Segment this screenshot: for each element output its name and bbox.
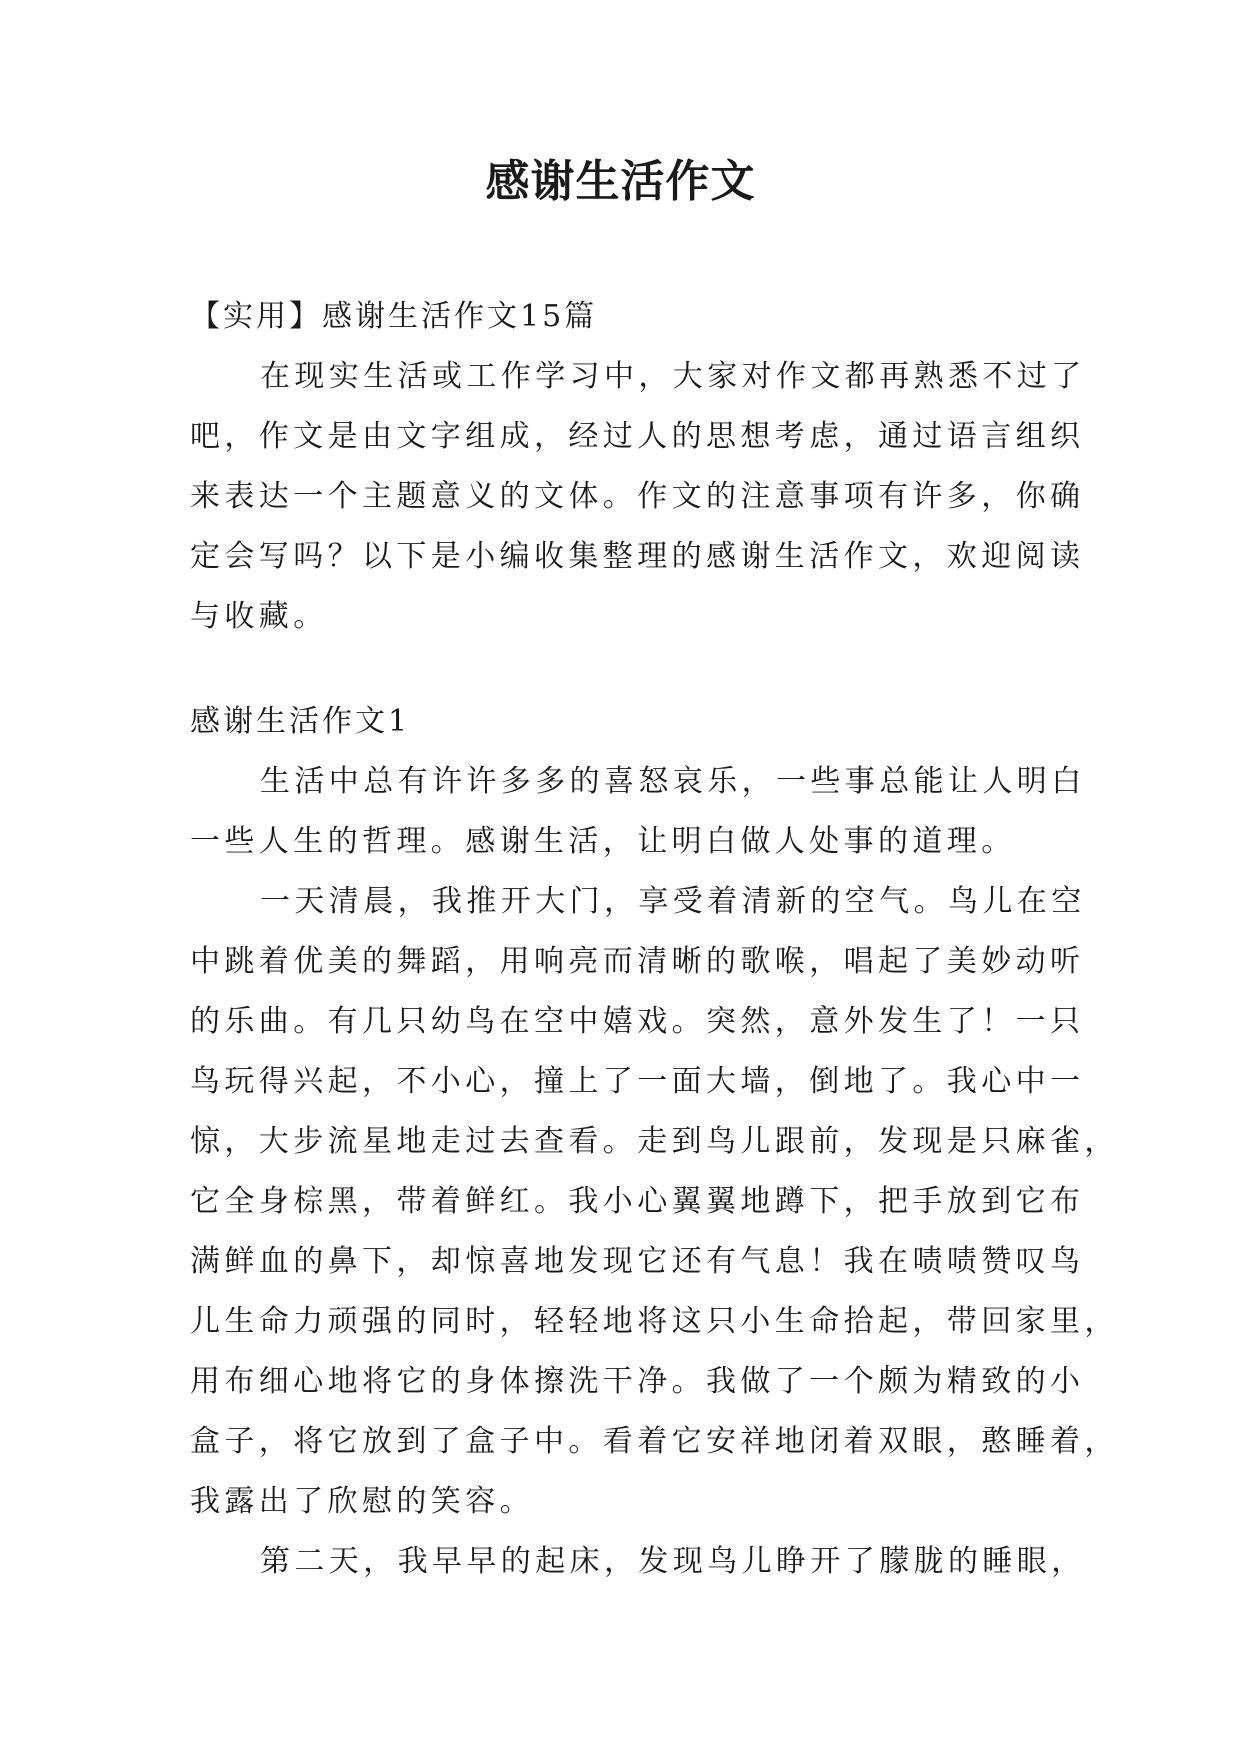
paragraph-1 bbox=[190, 752, 1086, 872]
paragraph-line: 一些人生的哲理。感谢生活，让明白做人处事的道理。 bbox=[190, 824, 1016, 859]
paragraph-line: 第二天，我早早的起床，发现鸟儿睁开了朦胧的睡眼， bbox=[260, 1544, 1086, 1579]
document-title: 感谢生活作文 bbox=[485, 156, 756, 207]
section-heading: 感谢生活作文1 bbox=[190, 704, 411, 739]
paragraph-line: 惊，大步流星地走过去查看。走到鸟儿跟前，发现是只麻雀， bbox=[190, 1124, 1119, 1159]
paragraph-line: 一天清晨，我推开大门，享受着清新的空气。鸟儿在空 bbox=[260, 884, 1086, 919]
document-body bbox=[190, 287, 1119, 1592]
paragraph-line: 中跳着优美的舞蹈，用响亮而清晰的歌喉，唱起了美妙动听 bbox=[190, 944, 1085, 979]
paragraph-line: 的乐曲。有几只幼鸟在空中嬉戏。突然，意外发生了！一只 bbox=[190, 1004, 1085, 1039]
subtitle: 【实用】感谢生活作文15篇 bbox=[190, 299, 598, 334]
intro-line: 与收藏。 bbox=[190, 599, 328, 634]
intro-line: 来表达一个主题意义的文体。作文的注意事项有许多，你确 bbox=[190, 479, 1085, 514]
intro-line: 在现实生活或工作学习中，大家对作文都再熟悉不过了 bbox=[260, 359, 1086, 394]
intro-line: 定会写吗？以下是小编收集整理的感谢生活作文，欢迎阅读 bbox=[190, 539, 1085, 574]
paragraph-line: 儿生命力顽强的同时，轻轻地将这只小生命拾起，带回家里， bbox=[190, 1304, 1119, 1339]
intro-paragraph bbox=[190, 347, 1086, 647]
intro-line: 吧，作文是由文字组成，经过人的思想考虑，通过语言组织 bbox=[190, 419, 1085, 454]
paragraph-line: 用布细心地将它的身体擦洗干净。我做了一个颇为精致的小 bbox=[190, 1364, 1085, 1399]
section-spacer bbox=[190, 647, 1060, 692]
paragraph-line: 生活中总有许许多多的喜怒哀乐，一些事总能让人明白 bbox=[260, 764, 1086, 799]
paragraph-line: 它全身棕黑，带着鲜红。我小心翼翼地蹲下，把手放到它布 bbox=[190, 1184, 1085, 1219]
paragraph-line: 满鲜血的鼻下，却惊喜地发现它还有气息！我在啧啧赞叹鸟 bbox=[190, 1244, 1085, 1279]
paragraph-line: 我露出了欣慰的笑容。 bbox=[190, 1484, 534, 1519]
paragraph-2 bbox=[190, 872, 1119, 1532]
paragraph-line: 盒子，将它放到了盒子中。看着它安祥地闭着双眼，憨睡着， bbox=[190, 1424, 1119, 1459]
paragraph-line: 鸟玩得兴起，不小心，撞上了一面大墙，倒地了。我心中一 bbox=[190, 1064, 1085, 1099]
paragraph-3 bbox=[190, 1532, 1086, 1592]
